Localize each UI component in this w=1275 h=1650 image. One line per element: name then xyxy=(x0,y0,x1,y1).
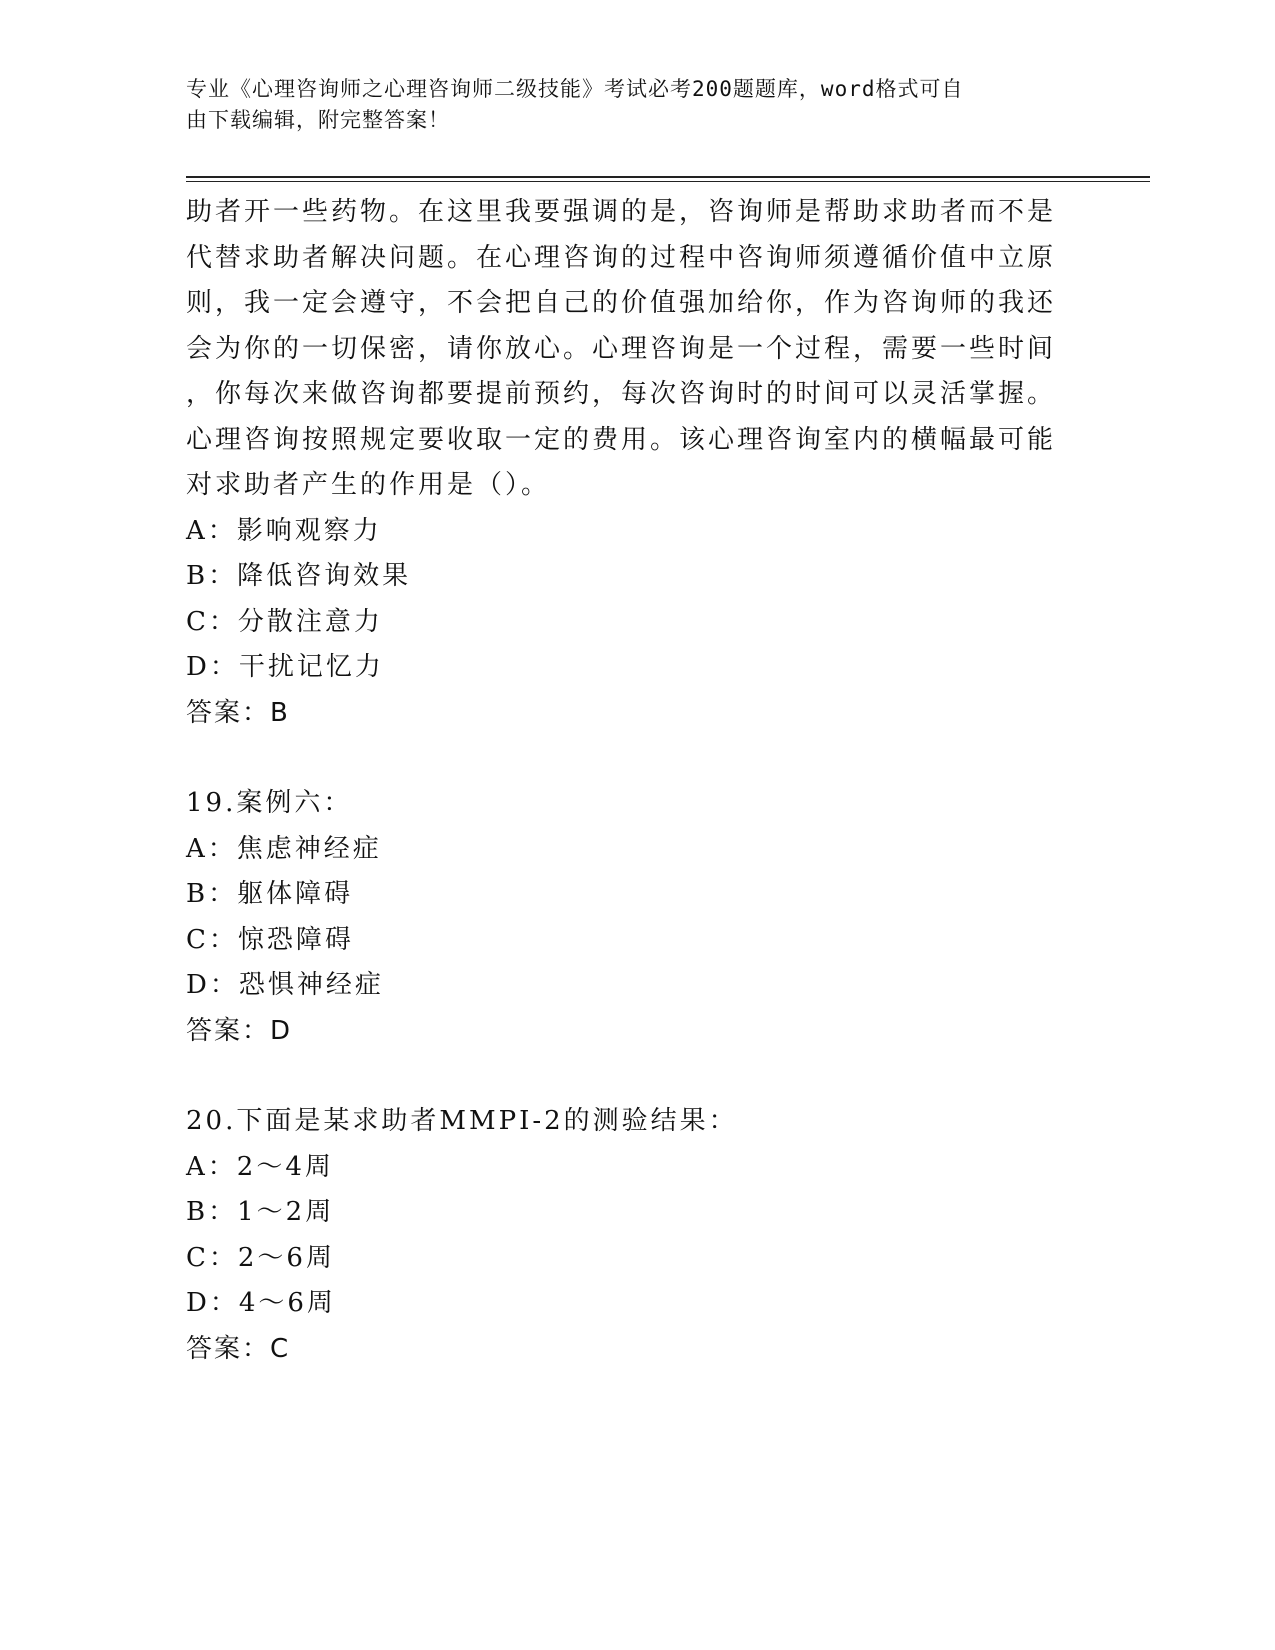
question-19 xyxy=(186,781,1086,1054)
option-d: D：干扰记忆力 xyxy=(186,652,384,682)
option-b: B：1～2周 xyxy=(186,1197,335,1227)
option-c: C：惊恐障碍 xyxy=(186,924,354,955)
option-a: A：影响观察力 xyxy=(186,515,382,546)
header-rule-thin xyxy=(186,181,1150,182)
document-header xyxy=(186,74,1066,136)
question-text-line: 心理咨询按照规定要收取一定的费用。该心理咨询室内的横幅最可能 xyxy=(186,424,1057,455)
option-b: B：降低咨询效果 xyxy=(186,561,412,591)
option-d: D：4～6周 xyxy=(186,1288,336,1318)
question-18 xyxy=(186,190,1086,736)
option-a: A：焦虑神经症 xyxy=(186,833,382,864)
question-text-line: 会为你的一切保密，请你放心。心理咨询是一个过程，需要一些时间 xyxy=(186,333,1057,364)
option-b: B：躯体障碍 xyxy=(186,879,354,909)
option-d: D：恐惧神经症 xyxy=(186,970,384,1000)
document-body xyxy=(186,190,1086,1372)
question-text-line: 代替求助者解决问题。在心理咨询的过程中咨询师须遵循价值中立原 xyxy=(186,242,1057,273)
option-c: C：分散注意力 xyxy=(186,606,383,637)
header-rule-thick xyxy=(186,176,1150,178)
header-line-1: 专业《心理咨询师之心理咨询师二级技能》考试必考200题题库，word格式可自 xyxy=(186,77,964,101)
question-text-line: 对求助者产生的作用是（）。 xyxy=(186,470,551,500)
answer: 答案：B xyxy=(186,697,290,728)
answer: 答案：D xyxy=(186,1015,293,1046)
spacer xyxy=(186,736,1086,781)
option-c: C：2～6周 xyxy=(186,1242,335,1273)
option-a: A：2～4周 xyxy=(186,1151,334,1182)
question-title: 20.下面是某求助者MMPI-2的测验结果： xyxy=(186,1106,738,1136)
question-title: 19.案例六： xyxy=(186,788,353,818)
question-20 xyxy=(186,1099,1086,1372)
question-text-line: 则，我一定会遵守，不会把自己的价值强加给你，作为咨询师的我还 xyxy=(186,288,1057,318)
spacer xyxy=(186,1054,1086,1099)
question-text-line: ，你每次来做咨询都要提前预约，每次咨询时的时间可以灵活掌握。 xyxy=(186,379,1057,409)
question-text-line: 助者开一些药物。在这里我要强调的是，咨询师是帮助求助者而不是 xyxy=(186,197,1057,227)
header-line-2: 由下载编辑，附完整答案！ xyxy=(186,108,450,132)
answer: 答案：C xyxy=(186,1333,291,1364)
